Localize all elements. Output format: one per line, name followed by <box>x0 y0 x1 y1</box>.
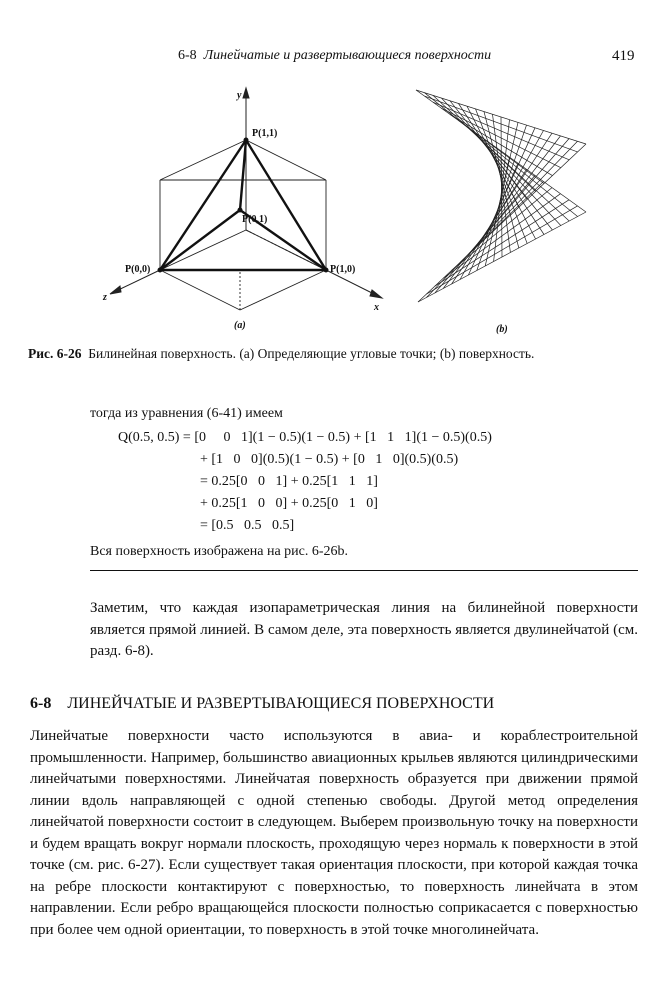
section-title: ЛИНЕЙЧАТЫЕ И РАЗВЕРТЫВАЮЩИЕСЯ ПОВЕРХНОСТИ <box>67 695 495 712</box>
paragraph-note: Заметим, что каждая изопараметрическая линия на билинейной поверхности является прямой линией. В самом деле, эта поверхность является двулинейчатой (см. разд. 6-8). <box>90 600 638 659</box>
mesh-line <box>435 139 569 293</box>
page-number: 419 <box>612 48 635 64</box>
section-number: 6-8 <box>30 695 52 712</box>
figure-a-cube-diagram <box>100 84 390 334</box>
point-p00-label: P(0,0) <box>125 264 151 275</box>
example-end-rule <box>90 570 638 571</box>
caption-text: Билинейная поверхность. (a) Определяющие угловые точки; (b) поверхность. <box>88 346 535 361</box>
caption-lead: Рис. 6-26 <box>28 346 82 361</box>
point-p10-label: P(1,0) <box>330 264 356 275</box>
figure-a-label: (a) <box>234 320 246 331</box>
equation-line-2: + [1 0 0](0.5)(1 − 0.5) + [0 1 0](0.5)(0.5) <box>200 452 459 467</box>
example-block <box>90 406 650 566</box>
header-section-title: Линейчатые и развертывающиеся поверхности <box>203 48 492 63</box>
axis-x-label: x <box>374 302 379 313</box>
axis-z-label: z <box>103 292 107 303</box>
equation-line-4: + 0.25[1 0 0] + 0.25[0 1 0] <box>200 496 378 511</box>
figure-b-label: (b) <box>496 324 508 335</box>
header-section-number: 6-8 <box>178 48 197 63</box>
equation-line-3: = 0.25[0 0 1] + 0.25[1 1 1] <box>200 474 378 489</box>
point-p01-label: P(0,1) <box>242 214 268 225</box>
running-header <box>178 48 491 64</box>
example-intro: тогда из уравнения (6-41) имеем <box>90 406 283 421</box>
mesh-line <box>418 144 586 302</box>
figure-b-surface-mesh <box>398 86 598 336</box>
figure-caption <box>28 346 534 362</box>
equation-line-1: Q(0.5, 0.5) = [0 0 1](1 − 0.5)(1 − 0.5) + [1 1 1](1 − 0.5)(0.5) <box>118 430 492 445</box>
section-heading <box>30 695 494 713</box>
paragraph-body: Линейчатые поверхности часто используются в авиа- и кораблестроительной промышленности. Например, большинство авиационных крыльев являются цилиндрическими линейчатыми поверхностями. Линейчатая поверхность образуется при движении прямой линии вдоль направляющей с одной степенью свободы. Другой метод определения линейчатой поверхности состоит в следующем. Выберем произвольную точку на поверхности и будем вращать вокруг нормали плоскость, проходящую через нормаль к поверхности в этой точке (см. рис. 6-27). Если существует такая ориентация плоскости, при которой каждая точка на ребре плоскости контактируют с поверхностью, то поверхность линейчата в этом направлении. Если ребро вращающейся плоскости полностью соприкасается с поверхностью при более чем одной ориентации, то поверхность в этой точке многолинейчата. <box>30 728 638 938</box>
equation-line-5: = [0.5 0.5 0.5] <box>200 518 295 533</box>
bilinear-boundary <box>160 140 326 270</box>
surface-mesh <box>416 90 586 302</box>
axis-y-label: y <box>237 90 242 101</box>
point-p11-label: P(1,1) <box>252 128 278 139</box>
example-outro: Вся поверхность изображена на рис. 6-26b. <box>90 544 349 559</box>
